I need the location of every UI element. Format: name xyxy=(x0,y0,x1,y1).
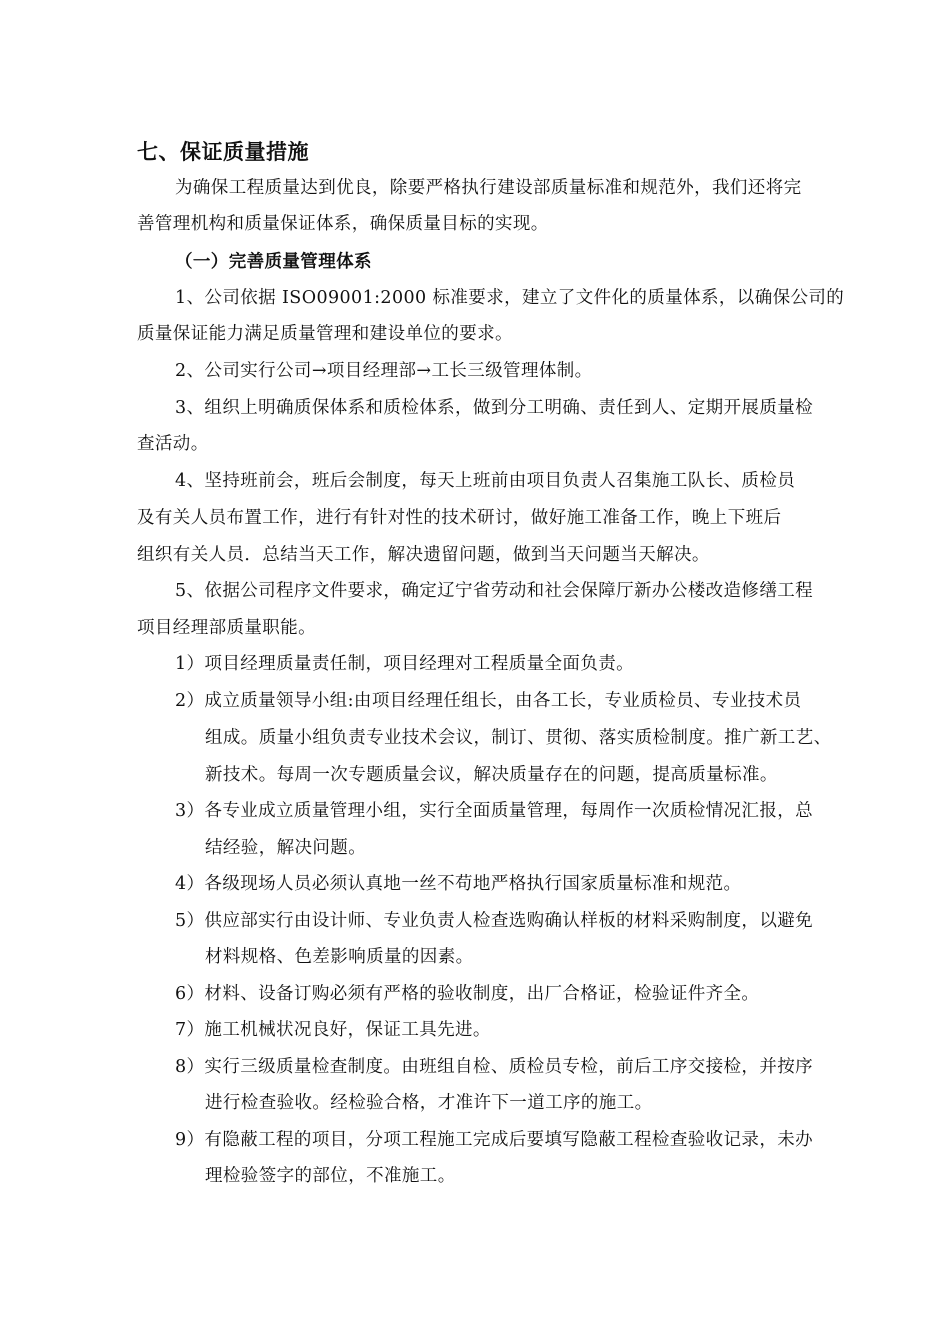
intro-line-1: 为确保工程质量达到优良，除要严格执行建设部质量标准和规范外，我们还将完 xyxy=(175,178,802,198)
item-3-line-2: 查活动。 xyxy=(137,434,209,454)
item-2-line-1: 2、公司实行公司→项目经理部→工长三级管理体制。 xyxy=(175,361,593,381)
sub-item-5-line-2: 材料规格、色差影响质量的因素。 xyxy=(205,947,474,967)
sub-item-2-line-2: 组成。质量小组负责专业技术会议，制订、贯彻、落实质检制度。推广新工艺、 xyxy=(205,728,832,748)
sub-item-6-line-1: 6）材料、设备订购必须有严格的验收制度，出厂合格证，检验证件齐全。 xyxy=(175,984,760,1004)
sub-item-1-line-1: 1）项目经理质量责任制，项目经理对工程质量全面负责。 xyxy=(175,654,635,674)
sub-item-8-line-2: 进行检查验收。经检验合格，才准许下一道工序的施工。 xyxy=(205,1093,653,1113)
sub-item-3-line-2: 结经验，解决问题。 xyxy=(205,838,367,858)
item-5-line-1: 5、依据公司程序文件要求，确定辽宁省劳动和社会保障厅新办公楼改造修缮工程 xyxy=(175,581,814,601)
sub-item-9-line-2: 理检验签字的部位，不准施工。 xyxy=(205,1166,456,1186)
item-4-line-1: 4、坚持班前会，班后会制度，每天上班前由项目负责人召集施工队长、质检员 xyxy=(175,471,796,491)
sub-item-4-line-1: 4）各级现场人员必须认真地一丝不苟地严格执行国家质量标准和规范。 xyxy=(175,874,742,894)
sub-item-3-line-1: 3）各专业成立质量管理小组，实行全面质量管理，每周作一次质检情况汇报，总 xyxy=(175,801,814,821)
item-4-line-3: 组织有关人员．总结当天工作，解决遗留问题，做到当天问题当天解决。 xyxy=(137,545,710,565)
item-1-line-1: 1、公司依据 ISO09001:2000 标准要求，建立了文件化的质量体系，以确保公司的 xyxy=(175,288,845,308)
sub-item-7-line-1: 7）施工机械状况良好，保证工具先进。 xyxy=(175,1020,491,1040)
item-4-line-2: 及有关人员布置工作，进行有针对性的技术研讨，做好施工准备工作，晚上下班后 xyxy=(137,508,782,528)
subsection-title: （一）完善质量管理体系 xyxy=(175,252,372,272)
sub-item-9-line-1: 9）有隐蔽工程的项目，分项工程施工完成后要填写隐蔽工程检查验收记录，未办 xyxy=(175,1130,814,1150)
sub-item-8-line-1: 8）实行三级质量检查制度。由班组自检、质检员专检，前后工序交接检，并按序 xyxy=(175,1057,814,1077)
item-1-line-2: 质量保证能力满足质量管理和建设单位的要求。 xyxy=(137,324,513,344)
intro-line-2: 善管理机构和质量保证体系，确保质量目标的实现。 xyxy=(137,214,549,234)
section-title: 七、保证质量措施 xyxy=(137,139,309,164)
sub-item-5-line-1: 5）供应部实行由设计师、专业负责人检查选购确认样板的材料采购制度，以避免 xyxy=(175,911,814,931)
sub-item-2-line-3: 新技术。每周一次专题质量会议，解决质量存在的问题，提高质量标准。 xyxy=(205,765,778,785)
item-3-line-1: 3、组织上明确质保体系和质检体系，做到分工明确、责任到人、定期开展质量检 xyxy=(175,398,814,418)
sub-item-2-line-1: 2）成立质量领导小组:由项目经理任组长，由各工长，专业质检员、专业技术员 xyxy=(175,691,802,711)
item-5-line-2: 项目经理部质量职能。 xyxy=(137,618,316,638)
